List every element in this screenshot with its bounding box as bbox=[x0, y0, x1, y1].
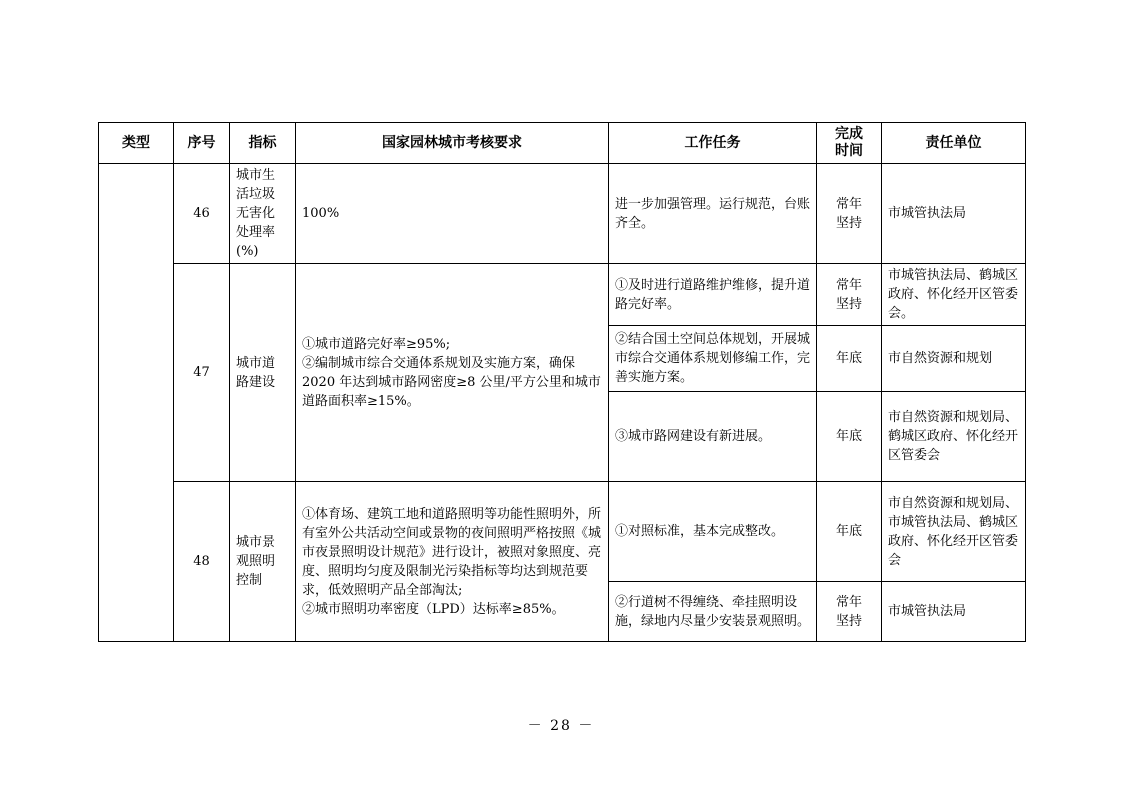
row-48-time-1: 年底 bbox=[817, 482, 882, 582]
row-46-requirement: 100% bbox=[296, 164, 609, 264]
row-47-unit-3: 市自然资源和规划局、鹤城区政府、怀化经开区管委会 bbox=[882, 392, 1026, 482]
row-48-indicator: 城市景 观照明 控制 bbox=[230, 482, 296, 642]
row-47-time-3: 年底 bbox=[817, 392, 882, 482]
row-47-task-2: ②结合国土空间总体规划，开展城市综合交通体系规划修编工作，完善实施方案。 bbox=[609, 326, 817, 392]
header-completion-time: 完成 时间 bbox=[817, 123, 882, 164]
row-48-unit-1: 市自然资源和规划局、市城管执法局、鹤城区政府、怀化经开区管委会 bbox=[882, 482, 1026, 582]
row-48-requirement: ①体育场、建筑工地和道路照明等功能性照明外，所有室外公共活动空间或景物的夜间照明严格按照《城市夜景照明设计规范》进行设计，被照对象照度、亮度、照明均匀度及限制光污染指标等均达到规范要求，低效照明产品全部淘汰; ②城市照明功率密度（LPD）达标率≥85%。 bbox=[296, 482, 609, 642]
row-47-unit-2: 市自然资源和规划 bbox=[882, 326, 1026, 392]
row-47-indicator: 城市道 路建设 bbox=[230, 264, 296, 482]
row-48-number: 48 bbox=[174, 482, 230, 642]
row-46-unit: 市城管执法局 bbox=[882, 164, 1026, 264]
row-48-time-2: 常年 坚持 bbox=[817, 582, 882, 642]
table-row-47-a bbox=[99, 264, 1026, 326]
header-requirement: 国家园林城市考核要求 bbox=[296, 123, 609, 164]
header-number: 序号 bbox=[174, 123, 230, 164]
row-46-number: 46 bbox=[174, 164, 230, 264]
header-type: 类型 bbox=[99, 123, 174, 164]
table-row-46 bbox=[99, 164, 1026, 264]
row-47-requirement: ①城市道路完好率≥95%; ②编制城市综合交通体系规划及实施方案，确保 2020 年达到城市路网密度≥8 公里/平方公里和城市道路面积率≥15%。 bbox=[296, 264, 609, 482]
type-cell bbox=[99, 164, 174, 642]
page-number: － 28 － bbox=[527, 718, 595, 734]
header-task: 工作任务 bbox=[609, 123, 817, 164]
row-48-unit-2: 市城管执法局 bbox=[882, 582, 1026, 642]
row-47-number: 47 bbox=[174, 264, 230, 482]
row-48-task-1: ①对照标准，基本完成整改。 bbox=[609, 482, 817, 582]
row-47-task-1: ①及时进行道路维护维修，提升道路完好率。 bbox=[609, 264, 817, 326]
row-48-task-2: ②行道树不得缠绕、牵挂照明设施，绿地内尽量少安装景观照明。 bbox=[609, 582, 817, 642]
table-row-48-a bbox=[99, 482, 1026, 582]
assessment-table bbox=[98, 122, 1026, 642]
row-47-time-2: 年底 bbox=[817, 326, 882, 392]
row-46-indicator: 城市生 活垃圾 无害化 处理率 (%) bbox=[230, 164, 296, 264]
header-row bbox=[99, 123, 1026, 164]
row-46-task: 进一步加强管理。运行规范，台账齐全。 bbox=[609, 164, 817, 264]
row-47-unit-1: 市城管执法局、鹤城区政府、怀化经开区管委会。 bbox=[882, 264, 1026, 326]
row-47-time-1: 常年 坚持 bbox=[817, 264, 882, 326]
row-46-time: 常年 坚持 bbox=[817, 164, 882, 264]
row-47-task-3: ③城市路网建设有新进展。 bbox=[609, 392, 817, 482]
header-responsible-unit: 责任单位 bbox=[882, 123, 1026, 164]
header-indicator: 指标 bbox=[230, 123, 296, 164]
